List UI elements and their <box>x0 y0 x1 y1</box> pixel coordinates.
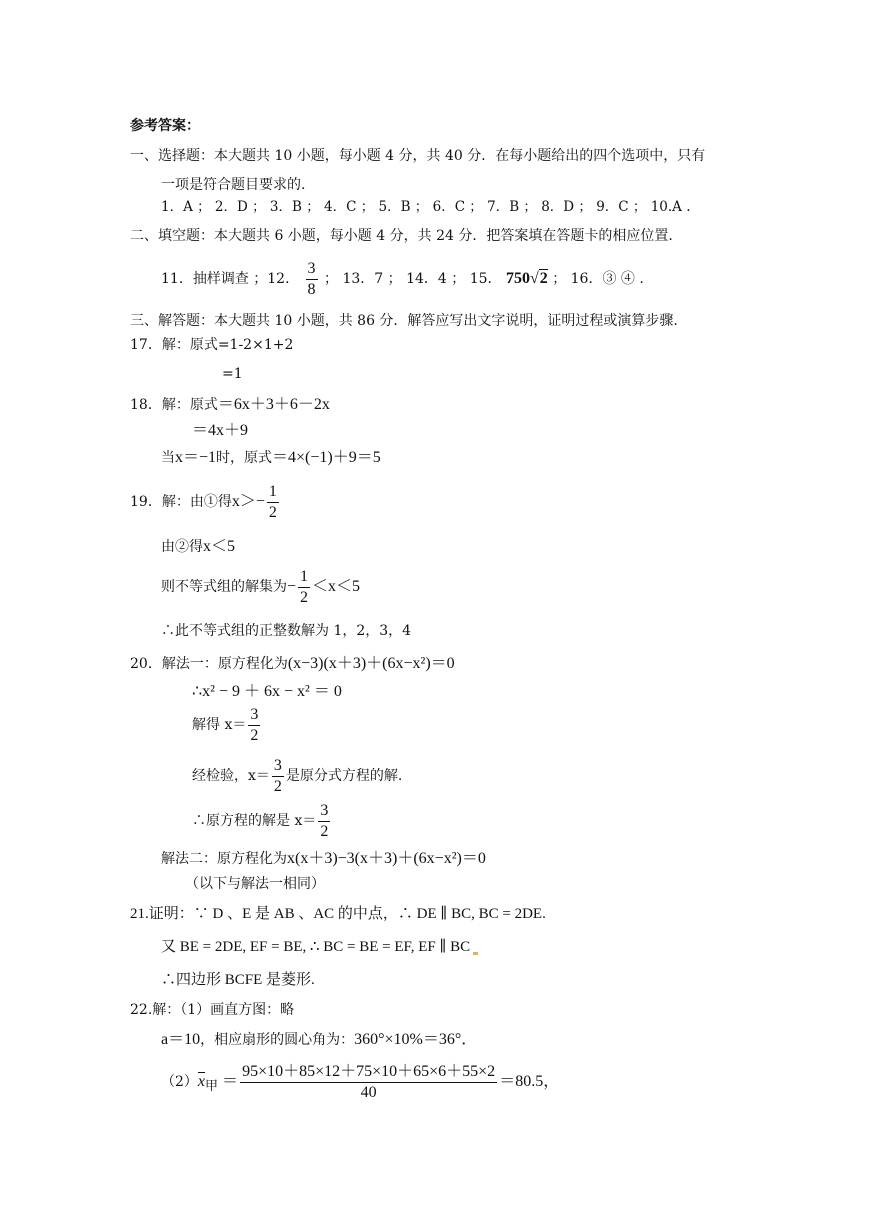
q19-step1-label: 19．解：由①得 <box>130 494 232 511</box>
q20-check-label: 经检验，x＝ <box>192 768 270 785</box>
fraction-denominator: 2 <box>320 822 329 840</box>
q18-line2: ＝4x＋9 <box>192 422 249 439</box>
highlight-mark-icon <box>473 952 478 955</box>
q18-cond: x＝−1 <box>175 449 217 466</box>
answer-13-15: ； 13．7 ； 14．4 ； 15． <box>324 271 502 288</box>
q20-line2: ∴x² − 9 ＋ 6x − x² ＝ 0 <box>192 683 342 700</box>
q20-line6 <box>161 851 486 867</box>
section2-answers <box>161 260 644 298</box>
q19-solution-expr: ＜x＜5 <box>312 578 361 596</box>
q18-result: ＝4×(−1)＋9＝5 <box>272 449 381 466</box>
fraction-numerator: 3 <box>248 706 260 726</box>
q18-when: 当 <box>161 450 175 466</box>
q19-line4: ∴此不等式组的正整数解为 1，2，3，4 <box>161 623 412 639</box>
q19-fraction-2 <box>298 568 310 606</box>
q20-line3 <box>192 706 262 744</box>
q20-fraction-2 <box>272 757 284 795</box>
q20-method2-expr: x(x＋3)−3(x＋3)＋(6x−x²)＝0 <box>287 850 486 867</box>
fraction-denominator: 2 <box>273 777 282 795</box>
answer-16: ； 16．③ ④ . <box>552 271 644 288</box>
q22-line1: 22.解：（1）画直方图：略 <box>130 1002 295 1018</box>
q22-a-value: a＝10 <box>161 1031 201 1048</box>
q21-line2-text: 又 BE = 2DE, EF = BE, ∴ BC = BE = EF, EF ∥ BC <box>161 939 471 955</box>
answer-15-coef: 750 <box>505 270 530 288</box>
q22-angle-expr: 360°×10%＝36°． <box>354 1031 478 1048</box>
answer-15-value: 750√2 <box>505 270 548 288</box>
q20-line1 <box>130 656 455 672</box>
q20-answer-label: ∴原方程的解是 x＝ <box>192 813 317 830</box>
q22-angle-label: ，相应扇形的圆心角为： <box>200 1032 355 1048</box>
fraction-numerator: 3 <box>272 757 284 777</box>
fraction-denominator: 2 <box>250 726 259 744</box>
fraction-numerator: 3 <box>318 802 330 822</box>
section1-heading: 一、选择题：本大题共 10 小题，每小题 4 分，共 40 分．在每小题给出的四个选项中，只有 <box>130 148 706 164</box>
q18-prefix: 18．解：原式 <box>130 397 218 413</box>
q20-method1-label: 20．解法一：原方程化为 <box>130 656 288 672</box>
fraction-denominator: 2 <box>268 503 277 521</box>
q22-mean-symbol: $\overline{x}_甲$ ＝ <box>197 1073 239 1094</box>
q19-step2-label: 由②得 <box>161 539 203 555</box>
q21-line2 <box>161 940 478 955</box>
q18-then: 时，原式 <box>216 450 273 466</box>
q20-solve-label: 解得 x＝ <box>192 717 247 734</box>
q21-line1: 21.证明：∵ D 、E 是 AB 、AC 的中点，∴ DE ∥ BC, BC = 2DE. <box>130 906 546 922</box>
q18-eq1: ＝6x＋3＋6－2x <box>217 396 330 413</box>
fraction-numerator: 1 <box>298 568 310 588</box>
section3-heading: 三、解答题：本大题共 10 小题，共 86 分．解答应写出文字说明，证明过程或演算步骤. <box>130 313 678 329</box>
q18-line1 <box>130 397 330 413</box>
q20-line5 <box>192 802 332 840</box>
fraction-numerator: 1 <box>267 483 279 503</box>
answer-12-fraction <box>306 260 318 298</box>
q19-step2-expr: x＜5 <box>203 538 236 555</box>
q22-part2-label: （2） <box>161 1074 198 1091</box>
q20-check-text: 是原分式方程的解. <box>285 768 403 785</box>
fraction-denominator: 8 <box>307 280 316 298</box>
q22-line2 <box>161 1032 477 1048</box>
q20-method2-label: 解法二：原方程化为 <box>161 851 287 867</box>
q20-method1-expr: (x−3)(x＋3)＋(6x−x²)＝0 <box>287 655 455 672</box>
q22-mean-fraction <box>240 1063 497 1101</box>
q19-line2 <box>161 539 235 555</box>
q19-step1-expr: x＞− <box>231 493 265 511</box>
q17-line1: 17．解：原式=1-2×1+2 <box>130 337 294 353</box>
q20-line4 <box>192 757 402 795</box>
mean-x: $\overline{x}$ <box>197 1073 206 1091</box>
q18-line3 <box>161 450 381 466</box>
fraction-numerator: 95×10＋85×12＋75×10＋65×6＋55×2 <box>240 1063 497 1083</box>
q21-line3: ∴四边形 BCFE 是菱形. <box>161 972 315 988</box>
section1-answers: 1．A ； 2．D ； 3．B ； 4．C ； 5．B ； 6．C ； 7．B ； 8．D ； 9．C ； 10.A . <box>161 199 691 215</box>
mean-subscript: 甲 <box>205 1078 219 1094</box>
q19-solution-label: 则不等式组的解集为 <box>161 579 287 596</box>
q20-fraction-1 <box>248 706 260 744</box>
page-title: 参考答案： <box>130 118 200 134</box>
section1-heading-cont: 一项是符合题目要求的. <box>161 177 306 193</box>
q19-minus: − <box>287 578 297 596</box>
q20-fraction-3 <box>318 802 330 840</box>
fraction-numerator: 3 <box>306 260 318 280</box>
q20-line7: （以下与解法一相同） <box>185 876 325 892</box>
answer-11-12: 11．抽样调查 ；12． <box>161 271 300 288</box>
q17-line2: =1 <box>222 366 243 382</box>
fraction-denominator: 40 <box>360 1083 377 1101</box>
q19-fraction <box>267 483 279 521</box>
q19-line1 <box>130 483 281 521</box>
q22-mean-result: ＝80.5， <box>499 1073 560 1091</box>
section2-heading: 二、填空题：本大题共 6 小题，每小题 4 分，共 24 分．把答案填在答题卡的相应位置. <box>130 228 673 244</box>
q19-line3 <box>161 568 360 606</box>
q22-line3 <box>161 1063 559 1101</box>
fraction-denominator: 2 <box>300 588 309 606</box>
answer-15-radicand: 2 <box>539 270 548 288</box>
